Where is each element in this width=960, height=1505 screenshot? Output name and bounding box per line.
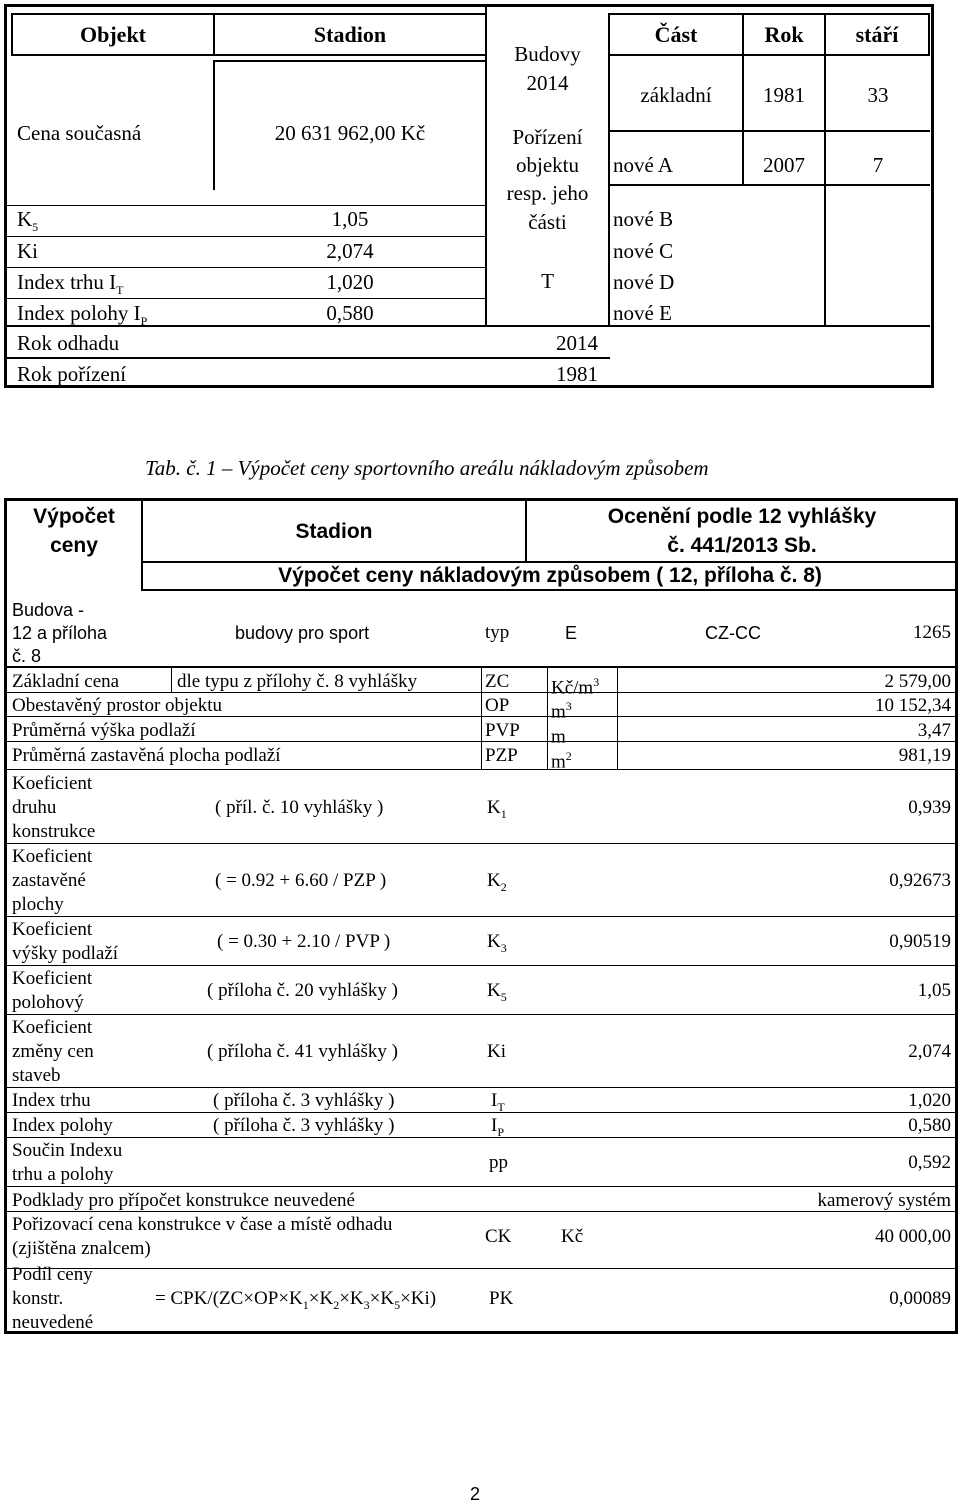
budova-label: Budova - [12,600,85,620]
row-symbol: PVP [485,720,520,741]
part-name: nové B [613,207,674,231]
cz-cc-value: 1265 [913,622,951,643]
header-cast: Část [608,13,744,56]
coef-desc: ( = 0.30 + 2.10 / PVP ) [217,931,391,952]
cena-value: 20 631 962,00 Kč [274,121,426,145]
podil-label: Podíl ceny [12,1264,93,1285]
coef-value: 0,90519 [889,931,951,952]
podil-symbol: PK [489,1288,514,1309]
podil-label: neuvedené [12,1312,94,1333]
row-label: Obestavěný prostor objektu [12,695,223,716]
coef-label: plochy [12,894,64,915]
row-desc: dle typu z přílohy č. 8 vyhlášky [177,671,418,692]
cena-label: Cena současná [17,121,142,145]
coef-label: trhu a polohy [12,1164,114,1185]
cost-calculation-table [4,498,958,1334]
row-symbol: ZC [485,671,510,692]
coef-label: výšky podlaží [12,943,119,964]
coef-symbol: $K_3$ [487,931,507,955]
coef-label: Součin Indexu [12,1140,123,1161]
podil-value: 0,00089 [889,1288,951,1309]
header-rok: Rok [742,13,826,56]
part-year: 1981 [763,83,805,107]
row-value: 981,19 [898,745,951,766]
coef-label: druhu [12,797,57,818]
row-symbol: PZP [485,745,518,766]
coef-label: Koeficient [12,919,93,940]
row-unit: $Kč/m^3$ [551,675,600,699]
part-age: 33 [867,83,889,107]
row-label: Průměrná výška podlaží [12,720,196,741]
coef-value: 1,05 [917,980,951,1001]
porizeni-line: části [528,210,567,234]
part-name: nové D [613,270,675,294]
header-stadion: Stadion [213,13,487,56]
coef-value: 2,074 [908,1041,951,1062]
rok-porizeni-value: 1981 [556,362,598,386]
row-unit: m [551,726,566,748]
podklady-label: Podklady pro přípočet konstrukce neuvedené [12,1190,355,1211]
podil-label: konstr. [12,1288,64,1309]
coef-symbol: $I_P$ [491,1115,505,1139]
header-stari: stáří [824,13,930,56]
oceneni-line: č. 441/2013 Sb. [667,534,817,557]
part-age: 7 [872,153,884,177]
porizovaci-symbol: CK [485,1226,512,1247]
budova-label: 12 a příloha [12,623,108,643]
coef-label: Koeficient [12,773,93,794]
part-name: nové C [613,239,674,263]
coef-symbol: $K_2$ [487,870,507,894]
porizovaci-unit: Kč [561,1226,584,1247]
part-name: základní [640,83,712,107]
podklady-value: kamerový systém [817,1190,951,1211]
coef-label: polohový [12,992,84,1013]
cz-cc-label: CZ-CC [705,623,761,643]
porizeni-line: objektu [516,153,579,177]
part-name: nové E [613,301,672,325]
coef-desc: ( příloha č. 20 vyhlášky ) [207,980,399,1001]
vypocet-ceny-label: Výpočet [33,505,115,528]
stadion-title: Stadion [295,520,373,543]
part-name: nové A [613,153,674,177]
row-unit: $m^3$ [551,699,572,723]
porizovaci-label: Pořizovací cena konstrukce v čase a místě odhadu [12,1214,393,1235]
coef-desc: ( = 0.92 + 6.60 / PZP ) [215,870,387,891]
coef-symbol: $I_T$ [491,1090,505,1114]
coef-desc: ( příloha č. 3 vyhlášky ) [213,1090,395,1111]
rok-porizeni-label: Rok pořízení [17,362,127,386]
coef-value: 0,580 [908,1115,951,1136]
row-unit: $m^2$ [551,749,572,773]
header-objekt: Objekt [11,13,215,56]
rok-odhadu-value: 2014 [556,331,598,355]
ki-label: Ki [17,239,38,263]
budova-desc: budovy pro sport [235,623,370,643]
k5-label: $K_5$ [17,207,39,235]
index-polohy-value: 0,580 [326,301,374,325]
coef-desc: ( příloha č. 3 vyhlášky ) [213,1115,395,1136]
t-label: T [541,269,554,293]
coef-label: staveb [12,1065,61,1086]
page-number: 2 [470,1484,481,1504]
index-trhu-label: Index trhu $I_T$ [17,270,124,298]
part-year: 2007 [763,153,805,177]
type-value: E [565,623,578,643]
typ-label: typ [485,622,510,643]
coef-value: 0,592 [908,1152,951,1173]
coef-label: Koeficient [12,1017,93,1038]
porizeni-line: resp. jeho [506,181,589,205]
coef-label: změny cen [12,1041,94,1062]
coef-value: 0,92673 [889,870,951,891]
vypocet-ceny-label: ceny [50,534,98,557]
row-value: 10 152,34 [875,695,951,716]
coef-value: 0,939 [908,797,951,818]
coef-label: zastavěné [12,870,86,891]
table-caption: Tab. č. 1 – Výpočet ceny sportovního areálu nákladovým způsobem [145,456,709,480]
porizeni-line: Pořízení [512,125,583,149]
coef-label: Koeficient [12,968,93,989]
budova-label: č. 8 [12,646,42,666]
coef-symbol: pp [489,1152,508,1173]
budovy-year: 2014 [526,71,569,95]
coef-desc: ( příloha č. 41 vyhlášky ) [207,1041,399,1062]
row-symbol: OP [485,695,510,716]
coef-label: Index polohy [12,1115,113,1136]
rok-odhadu-label: Rok odhadu [17,331,120,355]
porizovaci-label: (zjištěna znalcem) [12,1238,151,1259]
oceneni-line: Ocenění podle 12 vyhlášky [607,505,877,528]
method-subtitle: Výpočet ceny nákladovým způsobem ( 12, příloha č. 8) [278,564,822,587]
row-value: 3,47 [917,720,951,741]
coef-label: Index trhu [12,1090,91,1111]
podil-formula: = CPK/$(ZC\times OP\times K_1\times K_2\times K_3\times K_5\times Ki)$ [155,1288,437,1312]
coef-label: Koeficient [12,846,93,867]
ki-value: 2,074 [326,239,374,263]
coef-desc: ( příl. č. 10 vyhlášky ) [215,797,384,818]
row-label: Základní cena [12,671,120,692]
coef-value: 1,020 [908,1090,951,1111]
index-polohy-label: Index polohy $I_P$ [17,301,148,329]
porizovaci-value: 40 000,00 [875,1226,951,1247]
index-trhu-value: 1,020 [326,270,374,294]
budovy-label: Budovy [514,42,581,66]
coef-label: konstrukce [12,821,96,842]
row-value: 2 579,00 [884,671,951,692]
k5-value: 1,05 [331,207,369,231]
coef-symbol: Ki [487,1041,506,1062]
coef-symbol: $K_5$ [487,980,507,1004]
coef-symbol: $K_1$ [487,797,507,821]
row-label: Průměrná zastavěná plocha podlaží [12,745,281,766]
summary-table [4,4,934,388]
